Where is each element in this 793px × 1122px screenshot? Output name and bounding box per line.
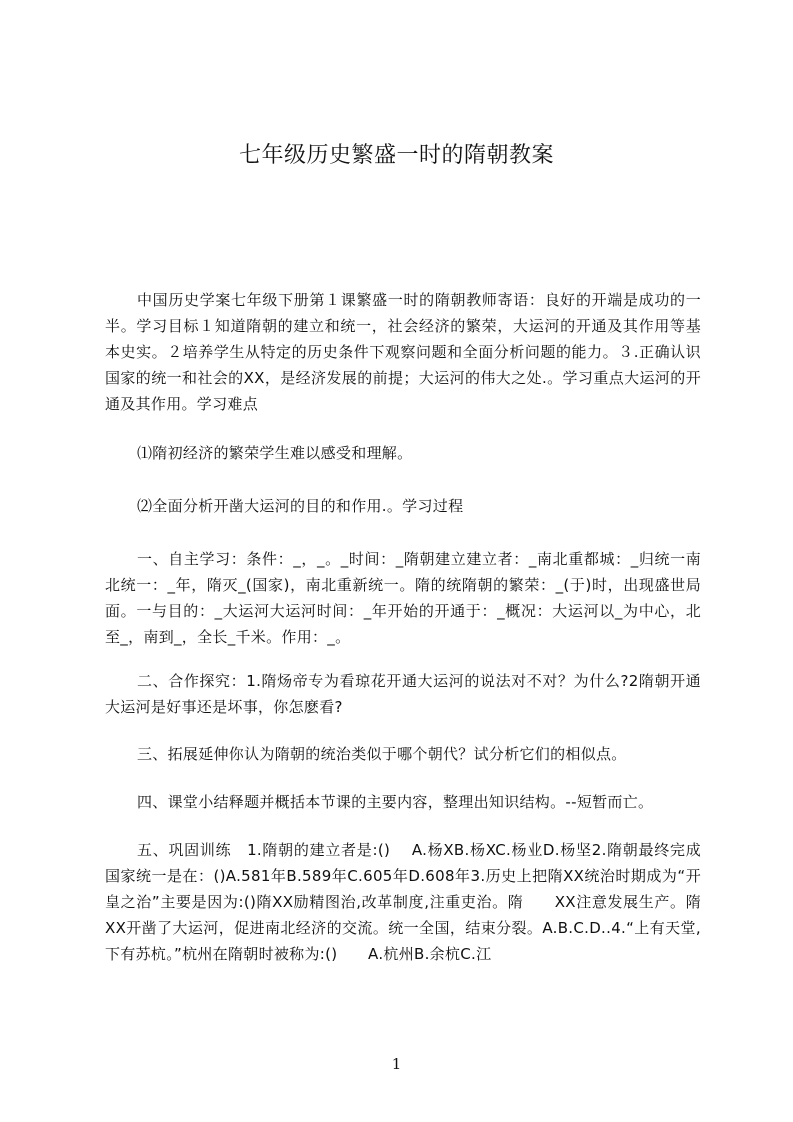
paragraph-summary: 四、课堂小结释题并概括本节课的主要内容，整理出知识结构。--短暂而亡。 [137,793,654,811]
paragraph-intro: 中国历史学案七年级下册第１课繁盛一时的隋朝教师寄语：良好的开端是成功的一半。学习目标１知道隋朝的建立和统一，社会经济的繁荣，大运河的开通及其作用等基本史实。２培养学生从特定的历史条件下观察问题和全面分析问题的能力。３.正确认识国家的统一和社会的XX，是经济发展的前提；大运河的伟大之处.。学习重点大运河的开通及其作用。学习难点 [105,291,701,413]
paragraph-difficulty-1: ⑴隋初经济的繁荣学生难以感受和理解。 [137,444,413,462]
paragraph-extension: 三、拓展延伸你认为隋朝的统治类似于哪个朝代？试分析它们的相似点。 [137,745,627,763]
document-title: 七年级历史繁盛一时的隋朝教案 [238,143,554,168]
page-number: 1 [391,1055,402,1073]
document-body [105,287,701,988]
paragraph-cooperative-inquiry: 二、合作探究：1.隋炀帝专为看琼花开通大运河的说法对不对？为什么?2隋朝开通大运河是好事还是坏事，你怎麽看? [105,672,701,716]
paragraph-difficulty-2: ⑵全面分析开凿大运河的目的和作用.。学习过程 [137,497,464,515]
paragraph-exercises: 五、巩固训练 1.隋朝的建立者是:() A.杨XB.杨XC.杨业D.杨坚2.隋朝最终完成国家统一是在：()A.581年B.589年C.605年D.608年3.历史上把隋XX统治时期成为“开皇之治”主要是因为:()隋XX励精图治,改革制度,注重吏治。隋 XX注意发展生产。隋XX开凿了大运河，促进南北经济的交流。统一全国，结束分裂。A.B.C.D..4.“上有天堂,下有苏杭。”杭州在隋朝时被称为:() A.杭州B.余杭C.江 [105,841,701,963]
paragraph-self-study: 一、自主学习：条件：_，_。_时间：_隋朝建立建立者：_南北重都城：_归统一南北统一：_年，隋灭_(国家)，南北重新统一。隋的统隋朝的繁荣：_(于)时，出现盛世局面。一与目的：_大运河大运河时间：_年开始的开通于：_概况：大运河以_为中心，北至_，南到_，全长_千米。作用：_。 [105,550,701,646]
